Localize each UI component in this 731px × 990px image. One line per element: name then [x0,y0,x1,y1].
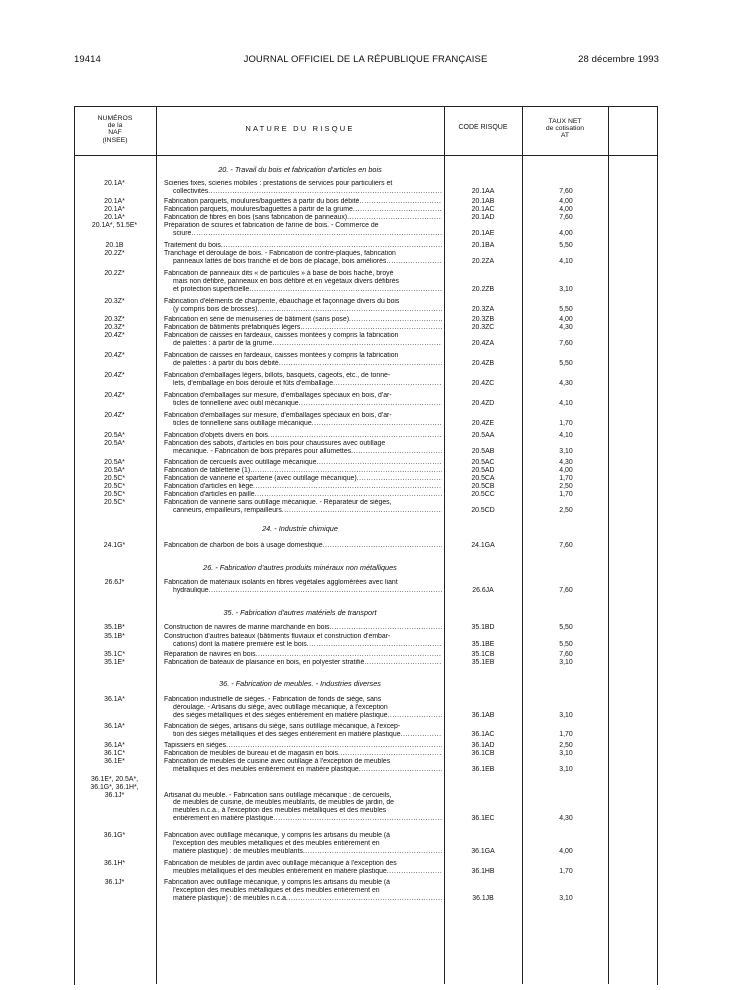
description-line: de palettes : à partir de la grume ..... [164,340,442,348]
description-line: Fabrication avec outillage mécanique, y compris les artisans du meuble (à [164,879,390,886]
contribution-rate: 7,60 [559,542,573,549]
risk-description [164,633,442,649]
risk-description [164,776,442,823]
naf-number [76,475,153,483]
contribution-rate: 3,10 [559,750,573,757]
risk-code: 20.5CD [471,506,495,514]
risk-code: 36.1AC [471,730,495,738]
risk-description [164,832,442,855]
naf-number-line: 36.1G* [103,832,126,839]
naf-number [76,659,153,667]
description-line: Fabrication de meubles de cuisine avec outillage à l'exception de meubles [164,758,391,765]
naf-number [76,579,153,587]
description-line: Fabrication de panneaux dits « de particules » à base de bois haché, broyé [164,270,394,277]
description-line: Fabrication de bâtiments préfabriqués légers ..... [164,324,442,332]
contribution-rate: 7,60 [559,214,573,221]
naf-number-line: 20.1A*, 51.5E* [91,222,138,229]
naf-number [76,214,153,222]
description-line: Tranchage et déroulage de bois. - Fabrication de contre-plaqués, fabrication [164,250,396,257]
naf-number-line: 20.5A* [104,432,125,439]
risk-description [164,879,442,902]
description-line: Fabrication de charbon de bois à usage domestique ..... [164,542,442,550]
section-heading: 36. - Fabrication de meubles. - Industries diverses [219,679,381,688]
contribution-rate: 1,70 [559,419,573,427]
description-line: Fabrication de cercueils avec outillage mécanique ..... [164,459,442,467]
naf-number [76,270,153,278]
naf-number-line: 20.2Z* [104,250,125,257]
description-line: tion des sièges métalliques et des sièges entièrement en matière plastique ..... [164,731,442,739]
description-line [164,776,442,784]
risk-code: 36.1EC [471,815,495,822]
description-line: Scieries fixes, scieries mobiles : prestations de services pour particuliers et [164,180,393,187]
risk-description [164,242,442,250]
naf-number-line: 35.1E* [104,659,125,666]
naf-number [76,412,153,420]
risk-code: 20.5AB [471,447,495,455]
journal-title: JOURNAL OFFICIEL DE LA RÉPUBLIQUE FRANÇAISE [243,54,488,65]
naf-number-line: 24.1G* [103,542,126,549]
naf-number-line: 26.6J* [104,579,125,586]
description-line: Fabrication d'objets divers en bois ..... [164,432,442,440]
description-line: hydraulique ..... [164,587,442,595]
description-line: Fabrication de fibres en bois (sans fabrication de panneaux) ..... [164,214,442,222]
description-line [164,784,442,792]
contribution-rate: 3,10 [559,447,573,455]
risk-code: 20.4ZC [471,379,495,387]
contribution-rate: 4,10 [559,399,573,407]
contribution-rate: 1,70 [559,475,573,482]
risk-code: 20.1AC [471,206,495,213]
naf-number [76,758,153,766]
description-line: Fabrication de bateaux de plaisance en bois, en polyester stratifié ..... [164,659,442,667]
risk-description [164,440,442,456]
naf-number [76,499,153,507]
contribution-rate: 4,00 [559,206,573,213]
risk-code: 20.5AA [471,432,495,439]
contribution-rate: 2,50 [559,742,573,749]
naf-number-line: 35.1B* [104,624,125,631]
description-line: Réparation de navires en bois ..... [164,651,442,659]
naf-number [76,352,153,360]
naf-number [76,440,153,448]
risk-code: 35.1BE [471,640,495,648]
naf-number-line: 20.2Z* [104,270,125,277]
description-line: matière plastique) : de meubles meublants ..... [164,848,442,856]
description-line: panneaux lattés de bois tranché et de bois de placage, bois améliorés ..... [164,258,442,266]
description-line: mais non défibré, panneaux en bois défibré et en végétaux divers défibrés [173,277,400,285]
naf-number [76,750,153,758]
header-line: de la [107,122,123,130]
description-line: Fabrication de meubles de bureau et de magasin en bois ..... [164,750,442,758]
naf-number [76,392,153,400]
risk-code: 20.4ZE [471,419,495,427]
naf-number-line: 20.1B [105,242,124,249]
naf-number-line: 36.1A* [104,742,125,749]
naf-number-line: 35.1C* [103,651,126,658]
risk-description [164,372,442,388]
naf-number-line: 20.5C* [103,499,126,506]
naf-number-line: 20.4Z* [104,352,125,359]
naf-number-line: 36.1A* [104,723,125,730]
description-line: l'exception des meubles métalliques et des meubles entièrement en [173,886,380,894]
risk-code: 20.5CC [471,491,495,498]
description-line: de palettes : à partir du bois débité ..... [164,360,442,368]
contribution-rate: 4,00 [559,316,573,323]
description-line: Fabrication de caisses en fardeaux, caisses montées y compris la fabrication [164,352,399,359]
naf-number-line: 36.1H* [103,860,126,867]
description-line: Tapissiers en sièges ..... [164,742,442,750]
naf-number-line: 36.1E* [104,758,125,765]
risk-code: 36.1AB [471,711,495,719]
naf-number [76,696,153,704]
naf-number [76,723,153,731]
description-line: meubles n.c.a., à l'exception des meubles métalliques et des meubles [173,807,387,815]
risk-description [164,491,442,499]
naf-number-line: 36.1J* [104,879,125,886]
description-line: Traitement du bois ..... [164,242,442,250]
risk-code: 20.3ZC [471,324,495,331]
risk-description [164,222,442,238]
naf-number-line: 20.3Z* [104,324,125,331]
description-line: Construction de navires de marine marchande en bois ..... [164,624,442,632]
risk-description [164,352,442,368]
publication-date: 28 décembre 1993 [578,54,659,65]
description-line: Préparation de sciures et fabrication de farine de bois. - Commerce de [164,222,379,229]
description-line: cations) dont la matière première est le bois ..... [164,641,442,649]
section-heading: 20. - Travail du bois et fabrication d'articles en bois [218,165,382,174]
contribution-rate: 4,00 [559,229,573,237]
naf-number-line: 20.1A* [104,214,125,221]
naf-number [76,651,153,659]
naf-number-line: 20.4Z* [104,372,125,379]
description-line: (y compris bois de brosses) ..... [164,306,442,314]
description-line: mécanique. - Fabrication de bois préparés pour allumettes ..... [164,448,442,456]
naf-number [76,250,153,258]
risk-description [164,750,442,758]
contribution-rate: 2,50 [559,506,573,514]
risk-code: 20.5CB [471,483,495,490]
naf-number-line: 20.5A* [104,459,125,466]
risk-description [164,392,442,408]
contribution-rate: 4,00 [559,198,573,205]
naf-number-line: 36.1A* [104,696,125,703]
risk-code: 36.1GA [471,847,495,855]
description-line: Fabrication d'emballages sur mesure, d'emballages spéciaux en bois, d'ar- [164,392,392,399]
naf-number [76,776,153,799]
column-header-code: CODE RISQUE [458,124,508,131]
contribution-rate: 4,30 [559,324,573,331]
description-line: lets, d'emballage en bois déroulé et fûts d'emballage ..... [164,380,442,388]
risk-description [164,332,442,348]
risk-description [164,467,442,475]
risk-code: 20.5AC [471,459,495,466]
description-line: Fabrication de caisses en fardeaux, caisses montées y compris la fabrication [164,332,399,339]
description-line: canneurs, empailleurs, rempailleurs ..... [164,507,442,515]
description-line: Fabrication des sabots, d'articles en bois pour chaussures avec outillage [164,440,386,447]
naf-number [76,316,153,324]
risk-code: 20.2ZA [471,257,495,265]
description-line: des sièges métalliques et des sièges entièrement en matière plastique ..... [164,712,442,720]
risk-code: 20.1AB [471,198,495,205]
risk-code: 36.1HB [471,867,495,875]
contribution-rate: 4,00 [559,467,573,474]
naf-number [76,491,153,499]
description-line: Fabrication en série de menuiseries de bâtiment (sans pose) ..... [164,316,442,324]
naf-number [76,459,153,467]
description-line: Fabrication d'articles en liège ..... [164,483,442,491]
column-header-nature: NATURE DU RISQUE [245,124,355,133]
risk-description [164,214,442,222]
naf-number [76,242,153,250]
header-line: (INSEE) [102,136,128,144]
risk-code: 20.1BA [471,242,495,249]
risk-code: 20.4ZB [471,359,495,367]
risk-code: 35.1CB [471,651,495,658]
naf-number-line: 20.3Z* [104,298,125,305]
risk-description [164,723,442,739]
risk-code: 36.1CB [471,750,495,757]
naf-number [76,467,153,475]
contribution-rate: 4,30 [559,379,573,387]
risk-code: 20.3ZB [471,316,495,323]
header-line: NAF [108,129,122,137]
description-line: de meubles de cuisine, de meubles meublants, de meubles de jardin, de [173,799,395,807]
risk-code: 36.1JB [472,894,494,902]
description-line: Artisanat du meuble. - Fabrication sans outillage mécanique : de cercueils, [164,791,392,799]
contribution-rate: 4,10 [559,257,573,265]
contribution-rate: 5,50 [559,640,573,648]
naf-number [76,206,153,214]
risk-code: 36.1AD [471,742,495,749]
risk-description [164,483,442,491]
contribution-rate: 4,00 [559,847,573,855]
risk-code: 20.4ZD [471,399,495,407]
risk-code: 35.1EB [471,659,495,666]
contribution-rate: 3,10 [559,711,573,719]
description-line: ticles de tonnellerie avec outil mécanique ..... [164,400,442,408]
risk-description [164,542,442,550]
description-line: Fabrication avec outillage mécanique, y compris les artisans du meuble (à [164,832,390,839]
risk-description [164,459,442,467]
naf-number-line: 20.3Z* [104,316,125,323]
risk-code: 20.1AE [471,229,495,237]
naf-number [76,372,153,380]
naf-number-line: 20.4Z* [104,412,125,419]
description-line: l'exception des meubles métalliques et des meubles entièrement en [173,839,380,847]
naf-number [76,860,153,868]
risk-code: 24.1GA [471,542,495,549]
naf-number-line: 20.5C* [103,491,126,498]
contribution-rate: 1,70 [559,491,573,498]
risk-description [164,316,442,324]
risk-description [164,270,442,293]
section-heading: 26. - Fabrication d'autres produits minéraux non métalliques [203,563,397,572]
naf-number [76,180,153,188]
page-number: 19414 [74,54,101,65]
contribution-rate: 7,60 [559,651,573,658]
risk-code: 20.3ZA [471,305,495,313]
header-line: TAUX NET [548,118,582,125]
risk-code: 20.1AD [471,214,495,221]
naf-number [76,624,153,632]
description-line: Fabrication de tabletterie (1) ..... [164,467,442,475]
risk-description [164,579,442,595]
description-line: Fabrication d'emballages sur mesure, d'emballages spéciaux en bois, d'ar- [164,412,392,419]
naf-number [76,879,153,887]
description-line: Fabrication de vannerie sans outillage mécanique. - Réparateur de sièges, [164,499,392,506]
contribution-rate: 4,10 [559,432,573,439]
naf-number-line: 20.1A* [104,206,125,213]
risk-description [164,432,442,440]
description-line: entièrement en matière plastique ..... [164,815,442,823]
naf-number-line: 35.1B* [104,633,125,640]
naf-number-line: 20.5C* [103,475,126,482]
risk-description [164,198,442,206]
contribution-rate: 3,10 [559,765,573,773]
description-line: Fabrication de meubles de jardin avec outillage mécanique à l'exception des [164,860,397,867]
naf-number [76,198,153,206]
naf-number [76,832,153,840]
description-line: Fabrication d'emballages légers, billots, basquets, cageots, etc., de tonne- [164,372,391,379]
section-heading: 24. - Industrie chimique [262,524,338,533]
description-line: métalliques et des meubles entièrement en matière plastique ..... [164,766,442,774]
section-heading: 35. - Fabrication d'autres matériels de transport [223,608,377,617]
description-line: Construction d'autres bateaux (bâtiments fluviaux et construction d'embar- [164,633,391,640]
naf-number-line: 20.5A* [104,440,125,447]
naf-number-line: 20.4Z* [104,392,125,399]
risk-code: 20.5CA [471,475,495,482]
description-line: matière plastique) : de meubles n.c.a ..... [164,895,442,903]
contribution-rate: 7,60 [559,586,573,594]
contribution-rate: 4,30 [559,815,573,822]
header-line: NUMÉROS [97,115,133,122]
naf-number-line: 20.5A* [104,467,125,474]
contribution-rate: 7,60 [559,339,573,347]
description-line: Fabrication de sièges, artisans du siège, sans outillage mécanique, à l'excep- [164,723,401,730]
naf-number-line: 20.5C* [103,483,126,490]
naf-number [76,742,153,750]
header-line: de cotisation [545,125,585,133]
description-line: Fabrication parquets, moulures/baguettes à partir de la grume ..... [164,206,442,214]
contribution-rate: 3,10 [559,659,573,666]
description-line: collectivités ..... [164,188,442,196]
description-line: ticles de tonnellerie sans outillage mécanique ..... [164,420,442,428]
naf-number-line: 20.4Z* [104,332,125,339]
risk-description [164,742,442,750]
description-line: Fabrication de matériaux isolants en fibres végétales agglomérées avec liant [164,579,398,586]
contribution-rate: 1,70 [559,867,573,875]
description-line: et protection superficielle ..... [164,286,442,294]
naf-number [76,633,153,641]
description-line: meubles métalliques et des meubles entièrement en matière plastique ..... [164,868,442,876]
description-line: Fabrication d'éléments de charpente, ébauchage et façonnage divers du bois [164,298,400,305]
description-line: Fabrication parquets, moulures/baguettes à partir du bois débité ..... [164,198,442,206]
risk-description [164,475,442,483]
risk-code: 20.4ZA [471,339,495,347]
description-line: Fabrication d'articles en paille ..... [164,491,442,499]
naf-number-line: 20.1A* [104,180,125,187]
risk-description [164,499,442,515]
contribution-rate: 3,10 [559,285,573,293]
naf-number [76,332,153,340]
description-line: sciure ..... [164,230,442,238]
risk-description [164,651,442,659]
contribution-rate: 2,50 [559,483,573,490]
risk-code: 26.6JA [472,586,494,594]
risk-description [164,250,442,266]
contribution-rate: 5,50 [559,624,573,631]
risk-description [164,860,442,876]
contribution-rate: 7,60 [559,187,573,195]
contribution-rate: 5,50 [559,305,573,313]
description-line: déroulage. - Artisans du siège, avec outillage mécanique, à l'exception [173,703,388,711]
risk-code: 35.1BD [471,624,495,631]
description-line: Fabrication industrielle de sièges. - Fabrication de fonds de siège, sans [164,696,382,703]
risk-description [164,412,442,428]
naf-number [76,432,153,440]
naf-number [76,483,153,491]
naf-number [76,298,153,306]
contribution-rate: 5,50 [559,242,573,249]
naf-number-line: 36.1C* [103,750,126,757]
risk-description [164,696,442,719]
risk-description [164,180,442,196]
naf-number-line: 36.1G*, 36.1H*, [90,783,139,791]
naf-number [76,542,153,550]
description-line: Fabrication de vannerie et sparterie (avec outillage mécanique) ..... [164,475,442,483]
header-line: AT [560,132,570,140]
contribution-rate: 3,10 [559,894,573,902]
contribution-rate: 4,30 [559,459,573,466]
risk-description [164,324,442,332]
contribution-rate: 1,70 [559,730,573,738]
naf-number-line: 20.1A* [104,198,125,205]
risk-description [164,298,442,314]
naf-number-line: 36.1E*, 20.5A*, [90,776,139,783]
risk-code: 20.1AA [471,187,495,195]
risk-description [164,624,442,632]
risk-description [164,758,442,774]
risk-code: 36.1EB [471,765,495,773]
naf-number-line: 36.1J* [104,791,125,799]
risk-code: 20.5AD [471,467,495,474]
risk-description [164,206,442,214]
contribution-rate: 5,50 [559,359,573,367]
naf-number [76,324,153,332]
naf-number [76,222,153,230]
risk-code: 20.2ZB [471,285,495,293]
risk-description [164,659,442,667]
